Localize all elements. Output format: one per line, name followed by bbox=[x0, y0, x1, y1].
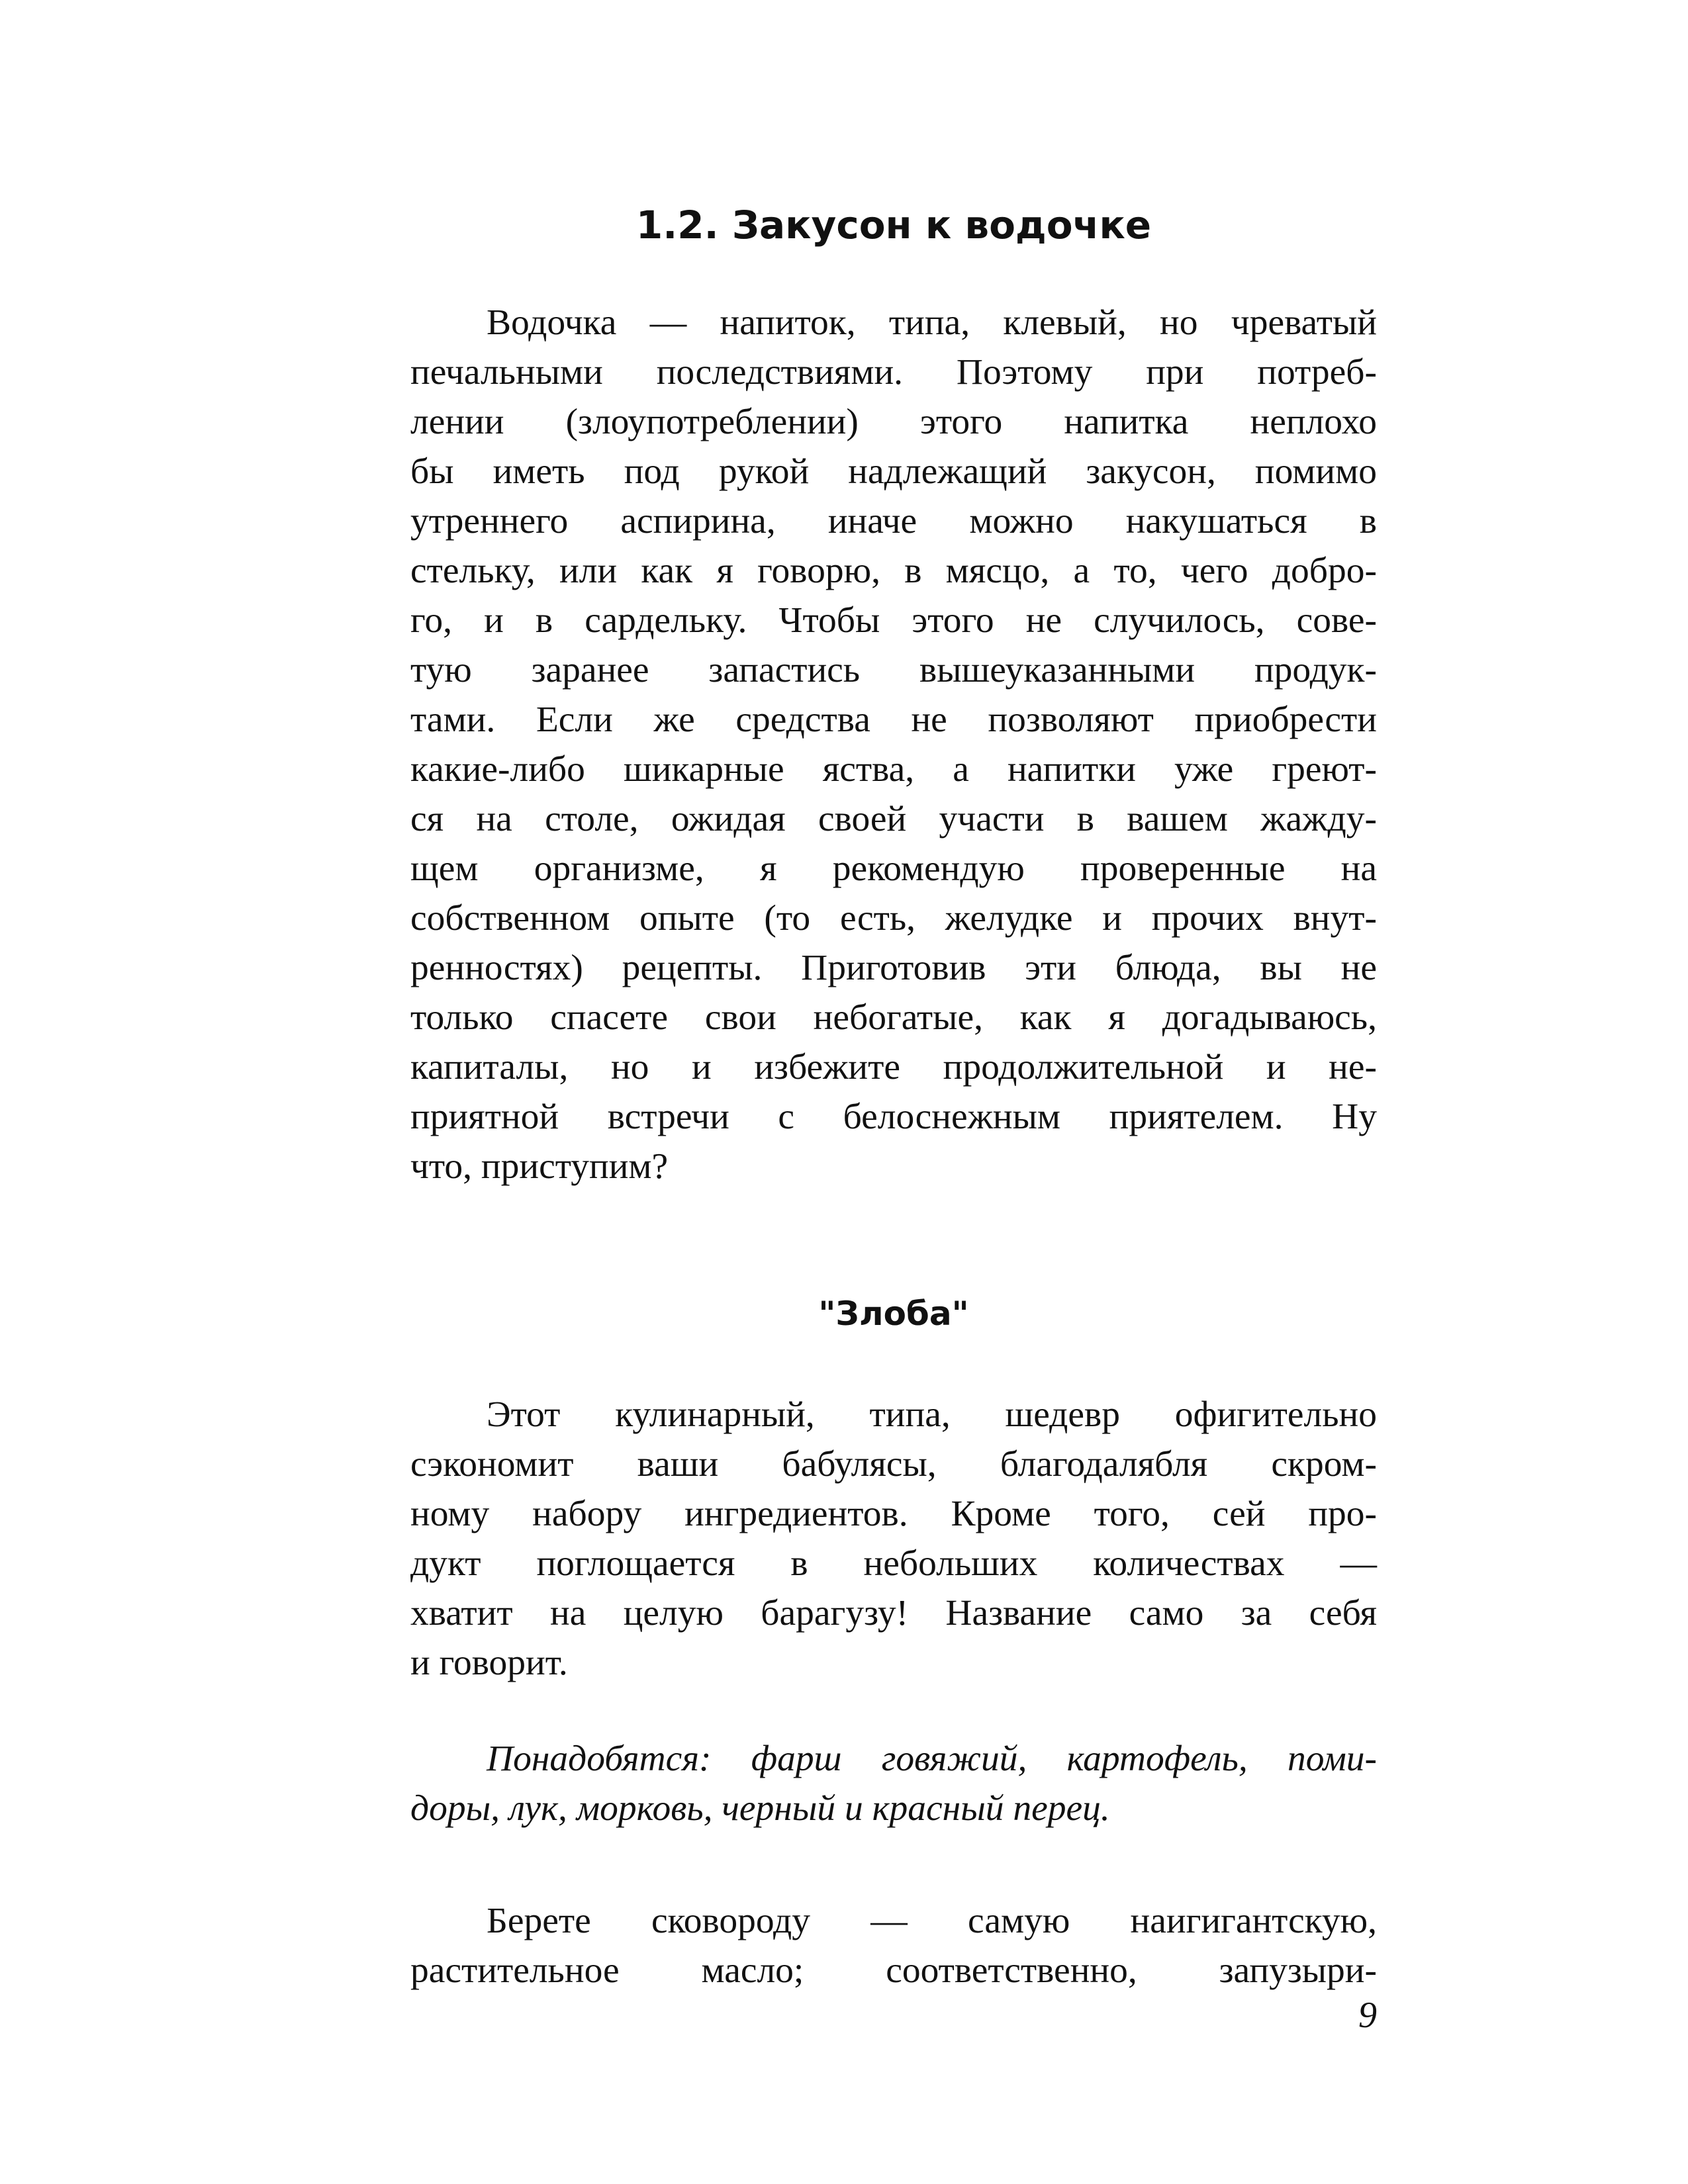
text-line: ренностях) рецепты. Приготовив эти блюда, вы не bbox=[410, 948, 1377, 988]
text-line: только спасете свои небогатые, как я догадываюсь, bbox=[410, 997, 1377, 1038]
text-line: Берете сковороду — самую наигигантскую, bbox=[487, 1901, 1377, 1941]
text-line: хватит на целую барагузу! Название само за себя bbox=[410, 1593, 1377, 1633]
recipe-title: "Злоба" bbox=[818, 1295, 969, 1333]
text-line: ся на столе, ожидая своей участи в вашем жажду- bbox=[410, 799, 1377, 839]
text-line: щем организме, я рекомендую проверенные на bbox=[410, 848, 1377, 889]
text-line: приятной встречи с белоснежным приятелем. Ну bbox=[410, 1097, 1377, 1137]
recipe-ingredients bbox=[410, 1734, 1377, 1833]
text-line: собственном опыте (то есть, желудке и прочих внут- bbox=[410, 898, 1377, 938]
text-line: лении (злоупотреблении) этого напитка неплохо bbox=[410, 402, 1377, 442]
text-line: тую заранее запастись вышеуказанными продук- bbox=[410, 650, 1377, 690]
text-line: капиталы, но и избежите продолжительной и не- bbox=[410, 1047, 1377, 1087]
recipe-description bbox=[410, 1390, 1377, 1688]
text-line: утреннего аспирина, иначе можно накушаться в bbox=[410, 501, 1377, 541]
section-title: 1.2. Закусон к водочке bbox=[635, 203, 1152, 248]
text-line: печальными последствиями. Поэтому при потреб- bbox=[410, 352, 1377, 392]
intro-paragraph bbox=[410, 298, 1377, 1191]
text-line: Этот кулинарный, типа, шедевр офигительно bbox=[487, 1394, 1377, 1435]
text-line: какие-либо шикарные яства, а напитки уже греют- bbox=[410, 749, 1377, 790]
text-line: растительное масло; соответственно, запузыри- bbox=[410, 1950, 1377, 1991]
text-line: дукт поглощается в небольших количествах — bbox=[410, 1543, 1377, 1584]
text-line: тами. Если же средства не позволяют приобрести bbox=[410, 700, 1377, 740]
recipe-method bbox=[410, 1896, 1377, 1995]
text-line: бы иметь под рукой надлежащий закусон, помимо bbox=[410, 451, 1377, 492]
text-line: Понадобятся: фарш говяжий, картофель, поми- bbox=[487, 1739, 1377, 1779]
text-line: го, и в сардельку. Чтобы этого не случилось, сове- bbox=[410, 600, 1377, 641]
text-line: доры, лук, морковь, черный и красный перец. bbox=[410, 1788, 1110, 1829]
page-number: 9 bbox=[1358, 1995, 1377, 2036]
text-line: что, приступим? bbox=[410, 1146, 669, 1187]
text-line: ному набору ингредиентов. Кроме того, сей про- bbox=[410, 1494, 1377, 1534]
text-line: сэкономит ваши бабулясы, благодалябля скром- bbox=[410, 1444, 1377, 1484]
text-line: стельку, или как я говорю, в мясцо, а то, чего добро- bbox=[410, 551, 1377, 591]
text-line: Водочка — напиток, типа, клевый, но чреватый bbox=[487, 302, 1377, 343]
text-line: и говорит. bbox=[410, 1643, 568, 1683]
